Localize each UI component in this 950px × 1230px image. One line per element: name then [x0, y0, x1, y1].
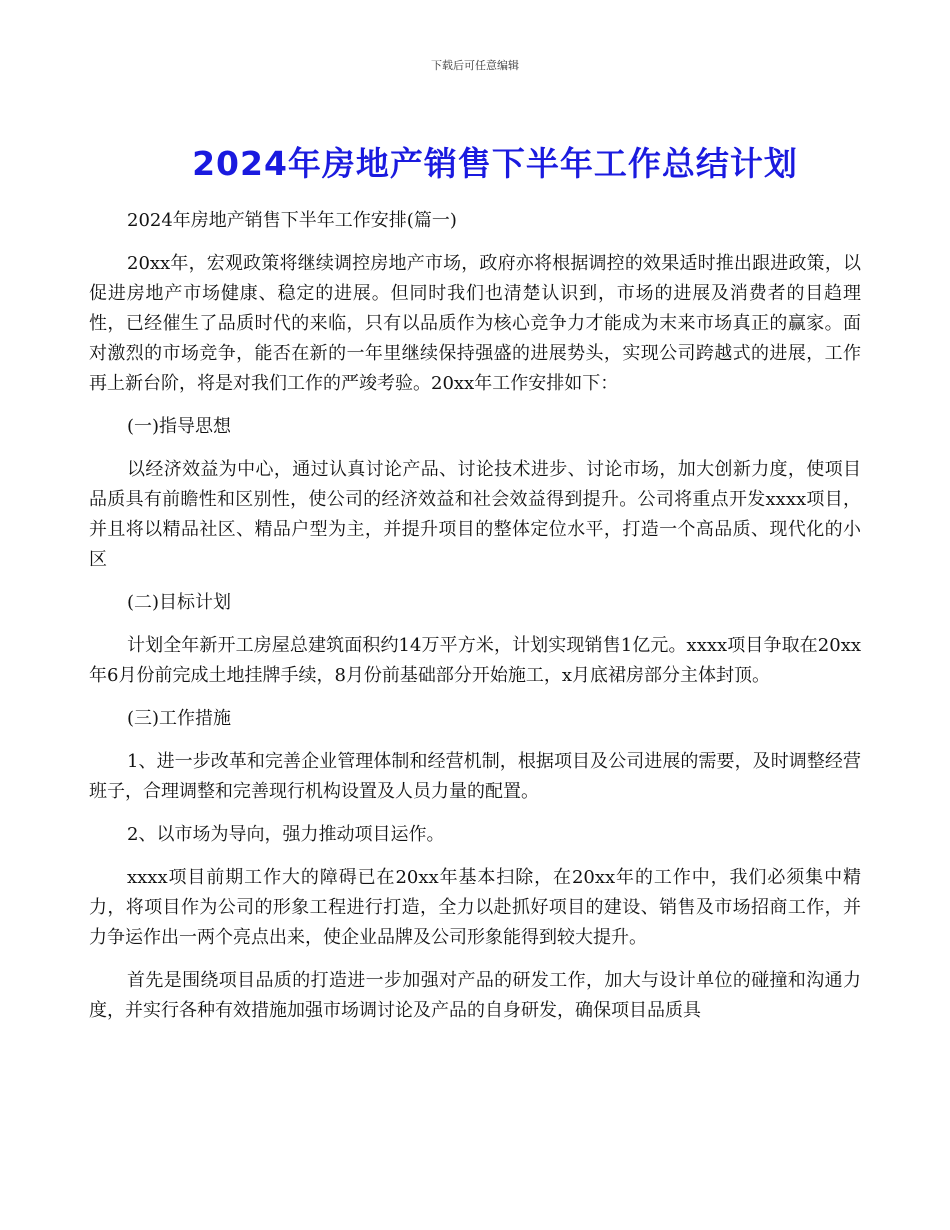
- page-header-note: 下载后可任意编辑: [431, 59, 519, 72]
- body-paragraph: 以经济效益为中心，通过认真讨论产品、讨论技术进步、讨论市场，加大创新力度，使项目品质具有前瞻性和区别性，使公司的经济效益和社会效益得到提升。公司将重点开发xxxx项目，并且将以精品社区、精品户型为主，并提升项目的整体定位水平，打造一个高品质、现代化的小区: [89, 459, 861, 570]
- section-heading-guiding-ideology: (一)指导思想: [127, 416, 232, 437]
- body-paragraph: 20xx年，宏观政策将继续调控房地产市场，政府亦将根据调控的效果适时推出跟进政策，以促进房地产市场健康、稳定的进展。但同时我们也清楚认识到，市场的进展及消费者的目趋理性，已经催生了品质时代的来临，只有以品质作为核心竞争力才能成为末来市场真正的赢家。面对激烈的市场竞争，能否在新的一年里继续保持强盛的进展势头，实现公司跨越式的进展，工作再上新台阶，将是对我们工作的严竣考验。20xx年工作安排如下：: [89, 253, 861, 394]
- section-heading-work-measures: (三)工作措施: [127, 708, 232, 729]
- document-title: 2024年房地产销售下半年工作总结计划: [192, 144, 798, 183]
- section-heading-target-plan: (二)目标计划: [127, 592, 232, 613]
- document-body: [89, 206, 861, 1039]
- body-paragraph: 2、以市场为导向，强力推动项目运作。: [127, 824, 445, 845]
- body-paragraph: 首先是围绕项目品质的打造进一步加强对产品的研发工作，加大与设计单位的碰撞和沟通力度，并实行各种有效措施加强市场调讨论及产品的自身研发，确保项目品质具: [89, 970, 861, 1021]
- body-paragraph: xxxx项目前期工作大的障碍已在20xx年基本扫除，在20xx年的工作中，我们必须集中精力，将项目作为公司的形象工程进行打造，全力以赴抓好项目的建设、销售及市场招商工作，并力争运作出一两个亮点出来，使企业品牌及公司形象能得到较大提升。: [89, 867, 861, 948]
- body-paragraph: 1、进一步改革和完善企业管理体制和经营机制，根据项目及公司进展的需要，及时调整经营班子，合理调整和完善现行机构设置及人员力量的配置。: [89, 751, 861, 802]
- section-subtitle: 2024年房地产销售下半年工作安排(篇一): [127, 210, 457, 231]
- body-paragraph: 计划全年新开工房屋总建筑面积约14万平方米，计划实现销售1亿元。xxxx项目争取在20xx年6月份前完成土地挂牌手续，8月份前基础部分开始施工，x月底裙房部分主体封顶。: [89, 635, 861, 686]
